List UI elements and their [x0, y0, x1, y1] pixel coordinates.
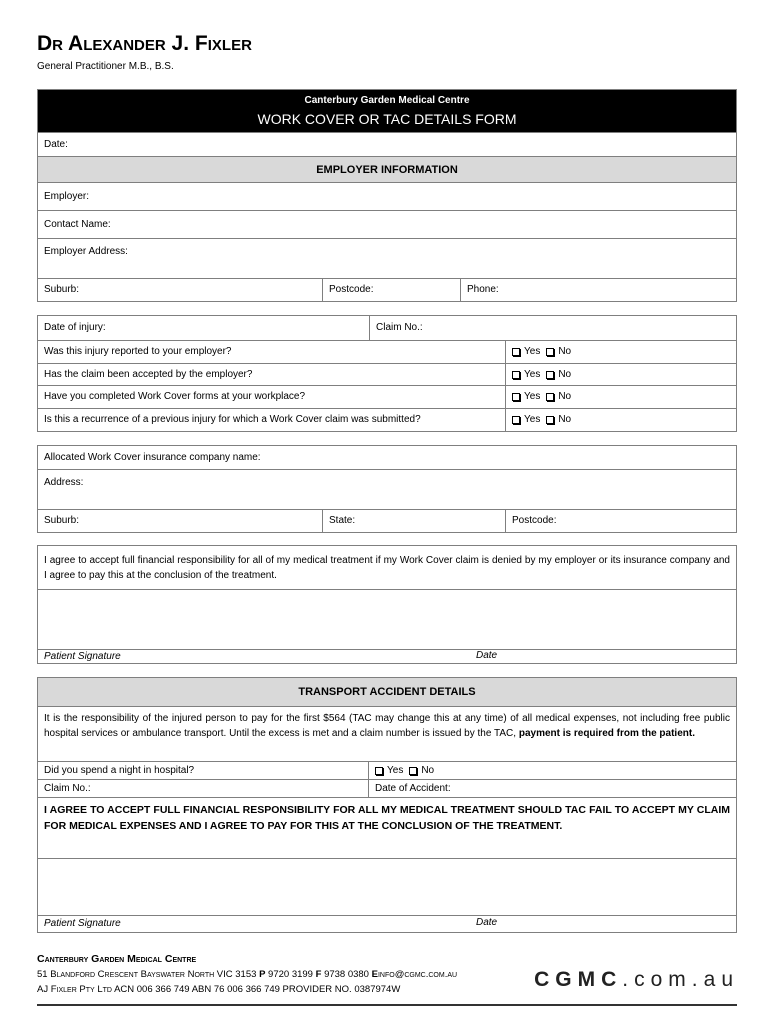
- tac-notice-text: It is the responsibility of the injured person to pay for the first $564 (TAC may change this at any time) of all medical expenses, not including free public hospital services or ambulance transport. Until the excess is met and a claim number is issued by the TAC,: [44, 713, 730, 739]
- employer-phone-label: Phone:: [467, 284, 499, 295]
- insurer-state-field[interactable]: [322, 510, 505, 532]
- hospital-question-text: Did you spend a night in hospital?: [44, 764, 195, 776]
- website-suffix: .com.au: [622, 968, 739, 991]
- yes-checkbox[interactable]: [512, 393, 520, 401]
- question-row: [38, 385, 736, 408]
- insurer-postcode-field[interactable]: [505, 510, 736, 532]
- question-row: [38, 408, 736, 431]
- footer-fax-label: F: [315, 969, 322, 980]
- employer-label: Employer:: [44, 190, 90, 202]
- employer-postcode-field[interactable]: [322, 279, 460, 301]
- work-cover-agreement-block: [37, 545, 737, 664]
- yes-no-options: [505, 409, 736, 431]
- yes-option-label: Yes: [524, 346, 541, 357]
- doctor-qualifications: General Practitioner M.B., B.S.: [37, 61, 174, 72]
- date-of-accident-field[interactable]: [368, 780, 736, 797]
- question-row: [38, 340, 736, 363]
- contact-name-field[interactable]: [38, 211, 736, 238]
- website-brand: CGMC: [534, 968, 623, 991]
- website-logo: [534, 968, 739, 992]
- employer-block: [37, 89, 737, 302]
- work-cover-agreement-row: [38, 546, 736, 589]
- question-text: Is this a recurrence of a previous injury for which a Work Cover claim was submitted?: [44, 414, 421, 425]
- insurer-state-label: State:: [329, 515, 356, 526]
- patient-signature-label: Patient Signature: [44, 650, 121, 662]
- footer-contact-line: [37, 969, 457, 980]
- tac-agreement-text: I AGREE TO ACCEPT FULL FINANCIAL RESPONSIBILITY FOR ALL MY MEDICAL TREATMENT SHOULD TAC FAIL TO ACCEPT MY CLAIM FOR MEDICAL EXPENSES AND I AGREE TO PAY FOR THIS AT THE CONCLUSION OF THE TREATMENT.: [44, 804, 730, 832]
- footer-address: 51 Blandford Crescent Bayswater North VIC 3153: [37, 969, 257, 980]
- insurer-suburb-field[interactable]: [38, 510, 322, 532]
- tac-signature-area[interactable]: [38, 858, 736, 915]
- insurer-address-field[interactable]: [38, 470, 736, 509]
- doctor-name: Dr Alexander J. Fixler: [37, 32, 252, 55]
- yes-option-label: Yes: [387, 764, 404, 776]
- date-of-injury-field[interactable]: [38, 316, 369, 340]
- employer-section-title: EMPLOYER INFORMATION: [38, 157, 736, 182]
- question-cell: [38, 409, 505, 431]
- insurer-block: [37, 445, 737, 533]
- insurer-company-row: [38, 446, 736, 469]
- date-row: [38, 132, 736, 156]
- employer-address-label: Employer Address:: [44, 246, 128, 257]
- tac-claim-no-field[interactable]: [38, 780, 368, 797]
- no-checkbox[interactable]: [409, 767, 417, 775]
- no-checkbox[interactable]: [546, 416, 554, 424]
- employer-location-row: [38, 278, 736, 301]
- tac-section-header: [38, 678, 736, 706]
- date-label: Date:: [44, 138, 68, 150]
- employer-address-field[interactable]: [38, 239, 736, 278]
- hospital-question-cell: [38, 762, 368, 779]
- work-cover-agreement-text: I agree to accept full financial responsibility for all of my medical treatment if my Work Cover claim is denied by my employer or its insurance company and I agree to pay this at the conclusion of the treatment.: [44, 555, 730, 581]
- tac-claim-no-label: Claim No.:: [44, 782, 91, 794]
- no-option-label: No: [558, 346, 572, 357]
- employer-suburb-field[interactable]: [38, 279, 322, 301]
- question-row: [38, 363, 736, 385]
- yes-no-options: [505, 341, 736, 363]
- employer-section-header: [38, 156, 736, 182]
- no-checkbox[interactable]: [546, 348, 554, 356]
- injury-claim-no-label: Claim No.:: [376, 322, 423, 333]
- yes-checkbox[interactable]: [512, 416, 520, 424]
- question-text: Have you completed Work Cover forms at your workplace?: [44, 391, 306, 402]
- tac-notice-emphasis: payment is required from the patient.: [518, 728, 695, 739]
- contact-name-row: [38, 210, 736, 238]
- date-field[interactable]: [38, 133, 736, 156]
- employer-row: [38, 182, 736, 210]
- yes-checkbox[interactable]: [512, 348, 520, 356]
- injury-date-row: [38, 316, 736, 340]
- tac-notice: [38, 707, 736, 761]
- work-cover-signature-box[interactable]: [38, 590, 736, 649]
- yes-no-options: [505, 364, 736, 385]
- yes-option-label: Yes: [524, 368, 541, 380]
- injury-block: [37, 315, 737, 432]
- tac-notice-row: [38, 706, 736, 761]
- yes-checkbox[interactable]: [375, 767, 383, 775]
- yes-option-label: Yes: [524, 414, 541, 425]
- form-banner: [38, 90, 736, 132]
- tac-claim-row: [38, 779, 736, 797]
- footer-company-line: [37, 984, 400, 995]
- footer-company: AJ Fixler Pty Ltd: [37, 984, 112, 995]
- hospital-question-row: [38, 761, 736, 779]
- patient-signature-label: Patient Signature: [44, 918, 121, 929]
- footer-company-numbers: ACN 006 366 749 ABN 76 006 366 749 PROVIDER NO. 0387974W: [114, 984, 401, 995]
- footer-phone-label: P: [259, 969, 266, 980]
- insurer-suburb-label: Suburb:: [44, 515, 80, 526]
- employer-address-row: [38, 238, 736, 278]
- footer-divider: [37, 1004, 737, 1006]
- tac-signature-box[interactable]: [38, 859, 736, 915]
- tac-agreement-row: [38, 797, 736, 858]
- yes-checkbox[interactable]: [512, 371, 520, 379]
- signature-date-label: Date: [476, 650, 498, 661]
- hospital-yes-no-options: [368, 762, 736, 779]
- question-cell: [38, 341, 505, 363]
- tac-signature-row: [38, 915, 736, 932]
- tac-block: [37, 677, 737, 933]
- footer-email-label: E: [371, 969, 378, 980]
- insurer-company-field[interactable]: [38, 446, 736, 469]
- insurer-location-row: [38, 509, 736, 532]
- tac-signature-labels: [38, 916, 736, 932]
- no-checkbox[interactable]: [546, 371, 554, 379]
- injury-claim-no-field[interactable]: [369, 316, 736, 340]
- no-option-label: No: [558, 368, 572, 380]
- question-text: Has the claim been accepted by the employer?: [44, 368, 253, 380]
- footer-email: info@cgmc.com.au: [377, 969, 458, 980]
- footer-fax: 9738 0380: [324, 969, 369, 980]
- yes-option-label: Yes: [524, 391, 541, 402]
- work-cover-signature-area[interactable]: [38, 589, 736, 649]
- banner-clinic-name: Canterbury Garden Medical Centre: [304, 95, 470, 106]
- question-cell: [38, 364, 505, 385]
- no-option-label: No: [558, 414, 572, 425]
- signature-date-label: Date: [476, 917, 498, 928]
- yes-no-options: [505, 386, 736, 408]
- date-of-accident-label: Date of Accident:: [375, 782, 451, 794]
- form-title: WORK COVER OR TAC DETAILS FORM: [257, 111, 517, 127]
- work-cover-signature-row: [38, 649, 736, 663]
- no-option-label: No: [558, 391, 572, 402]
- insurer-company-label: Allocated Work Cover insurance company name:: [44, 451, 261, 463]
- question-cell: [38, 386, 505, 408]
- insurer-address-label: Address:: [44, 477, 84, 488]
- insurer-postcode-label: Postcode:: [512, 515, 557, 526]
- footer-phone: 9720 3199: [268, 969, 313, 980]
- employer-field[interactable]: [38, 183, 736, 210]
- employer-phone-field[interactable]: [460, 279, 736, 301]
- no-option-label: No: [421, 764, 435, 776]
- employer-suburb-label: Suburb:: [44, 284, 80, 295]
- no-checkbox[interactable]: [546, 393, 554, 401]
- tac-section-title: TRANSPORT ACCIDENT DETAILS: [38, 678, 736, 706]
- work-cover-signature-labels: [38, 650, 736, 663]
- date-of-injury-label: Date of injury:: [44, 322, 106, 333]
- question-text: Was this injury reported to your employer?: [44, 346, 232, 357]
- contact-name-label: Contact Name:: [44, 218, 111, 230]
- footer-clinic-name: Canterbury Garden Medical Centre: [37, 953, 197, 965]
- employer-postcode-label: Postcode:: [329, 284, 374, 295]
- insurer-address-row: [38, 469, 736, 509]
